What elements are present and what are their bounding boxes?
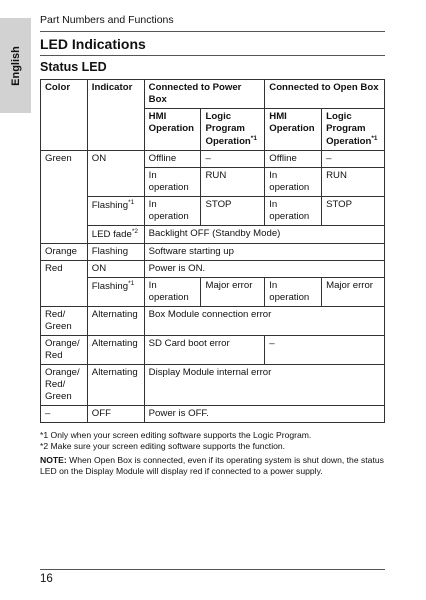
cell-color: Red — [41, 261, 88, 307]
cell-indicator: Flashing$^{*1}$ — [87, 278, 144, 307]
cell-color: Red/ Green — [41, 307, 88, 336]
cell-indicator: ON — [87, 261, 144, 278]
table-row: Orange/ Red Alternating SD Card boot error – — [41, 336, 385, 365]
footnote-1: *1 Only when your screen editing software supports the Logic Program. — [40, 430, 312, 440]
table-row: Green ON Offline – Offline – — [41, 151, 385, 168]
cell-indicator: Alternating — [87, 365, 144, 406]
table-header-row — [41, 80, 385, 109]
header-logic-open: Logic Program Operation$^{*1}$ — [322, 108, 385, 150]
table-row: Flashing$^{*1}$ In operation Major error In operation Major error — [41, 278, 385, 307]
cell-indicator: Alternating — [87, 336, 144, 365]
title-rule — [40, 55, 385, 56]
header-logic-power: Logic Program Operation$^{*1}$ — [201, 108, 265, 150]
footer-rule — [40, 569, 385, 570]
header-indicator: Indicator — [87, 80, 144, 151]
language-tab — [0, 18, 31, 113]
page-number: 16 — [40, 573, 53, 585]
table-row: – OFF Power is OFF. — [41, 406, 385, 423]
header-open-box: Connected to Open Box — [265, 80, 385, 109]
cell-indicator: ON — [87, 151, 144, 197]
header-color: Color — [41, 80, 88, 151]
cell-indicator: Flashing — [87, 244, 144, 261]
cell-indicator: OFF — [87, 406, 144, 423]
table-row: LED fade$^{*2}$ Backlight OFF (Standby Mode) — [41, 226, 385, 244]
cell-indicator: Flashing$^{*1}$ — [87, 197, 144, 226]
table-row: In operation RUN In operation RUN — [41, 168, 385, 197]
table-row: Orange Flashing Software starting up — [41, 244, 385, 261]
footnote-2: *2 Make sure your screen editing software supports the function. — [40, 440, 286, 451]
table-row: Orange/ Red/ Green Alternating Display Module internal error — [41, 365, 385, 406]
cell-color: Orange — [41, 244, 88, 261]
language-tab-label: English — [9, 45, 22, 86]
header-power-box: Connected to Power Box — [144, 80, 265, 109]
page-title: LED Indications — [40, 36, 146, 52]
header-hmi-open: HMI Operation — [265, 108, 322, 150]
cell-indicator: Alternating — [87, 307, 144, 336]
table-row: Red ON Power is ON. — [41, 261, 385, 278]
sub-title: Status LED — [40, 60, 107, 74]
section-header: Part Numbers and Functions — [40, 14, 174, 26]
cell-indicator: LED fade$^{*2}$ — [87, 226, 144, 244]
header-hmi-power: HMI Operation — [144, 108, 201, 150]
footnotes — [40, 430, 385, 477]
cell-color: Green — [41, 151, 88, 244]
note-label: NOTE: — [40, 455, 67, 466]
cell-color: Orange/ Red — [41, 336, 88, 365]
table-row: Red/ Green Alternating Box Module connection error — [41, 307, 385, 336]
table-row: Flashing$^{*1}$ In operation STOP In operation STOP — [41, 197, 385, 226]
header-rule — [40, 31, 385, 32]
note-paragraph — [40, 455, 385, 476]
status-led-table — [40, 79, 385, 423]
note-text: When Open Box is connected, even if its operating system is shut down, the status LED on the Display Module will display red if connected to a power supply. — [40, 455, 384, 477]
cell-color: Orange/ Red/ Green — [41, 365, 88, 406]
cell-color: – — [41, 406, 88, 423]
